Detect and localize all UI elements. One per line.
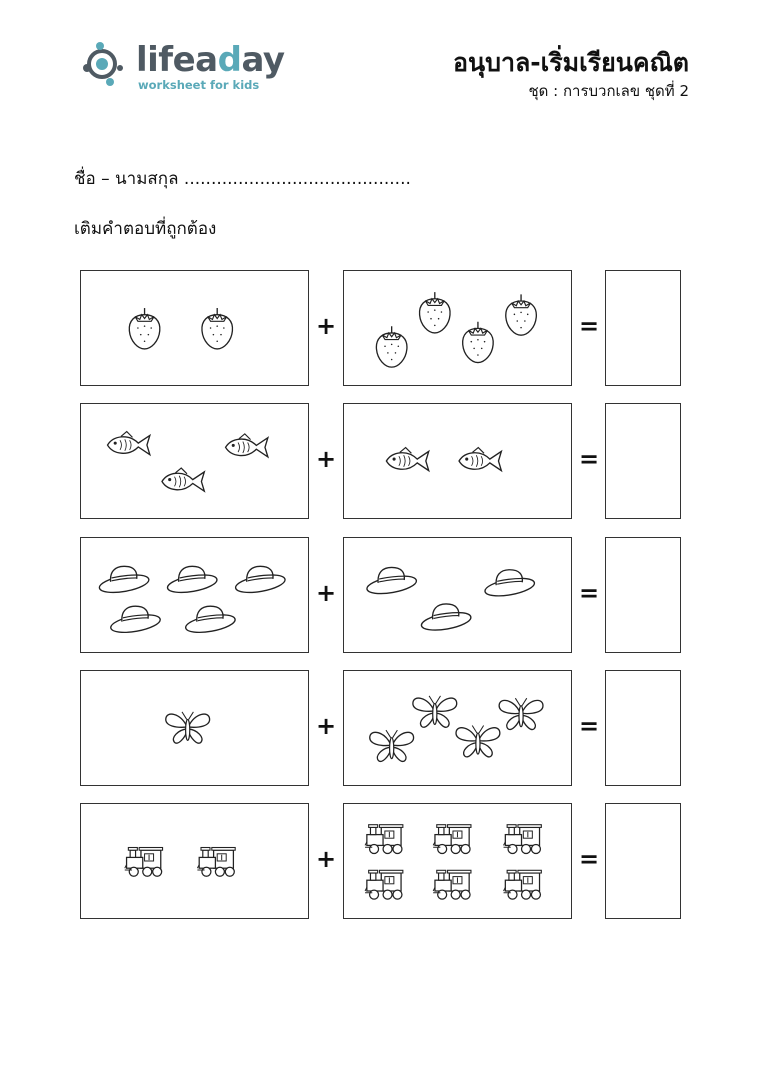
fish-icon — [226, 434, 268, 457]
worksheet-title: อนุบาล-เริ่มเรียนคณิต — [452, 48, 689, 77]
equals-sign: = — [578, 445, 600, 473]
train-icon — [433, 870, 471, 899]
equals-sign: = — [578, 712, 600, 740]
worksheet-subtitle: ชุด : การบวกเลข ชุดที่ 2 — [528, 82, 689, 100]
train-icon — [504, 870, 542, 899]
item-group — [344, 271, 571, 385]
right-addend-box — [343, 670, 572, 786]
lifeaday-logo — [82, 38, 285, 94]
train-icon — [504, 825, 542, 854]
name-field-label: ชื่อ – นามสกุล .......................................... — [74, 169, 411, 189]
item-group — [344, 404, 571, 518]
logo-wordmark: lifeaday — [136, 40, 285, 80]
left-addend-box — [80, 803, 309, 919]
fish-icon — [108, 432, 150, 455]
butterfly-icon — [413, 696, 457, 727]
butterfly-icon — [166, 712, 210, 743]
item-group — [344, 538, 571, 652]
hat-icon — [98, 566, 150, 595]
plus-sign: + — [315, 445, 337, 473]
strawberry-icon — [506, 294, 537, 335]
answer-box[interactable] — [605, 403, 681, 519]
strawberry-icon — [202, 308, 233, 349]
train-icon — [197, 848, 235, 877]
left-addend-box — [80, 670, 309, 786]
hat-icon — [234, 566, 286, 595]
strawberry-icon — [376, 326, 407, 367]
strawberry-icon — [420, 292, 451, 333]
right-addend-box — [343, 403, 572, 519]
plus-sign: + — [315, 579, 337, 607]
left-addend-box — [80, 537, 309, 653]
answer-box[interactable] — [605, 270, 681, 386]
fish-icon — [386, 448, 428, 471]
train-icon — [365, 825, 403, 854]
item-group — [81, 538, 308, 652]
left-addend-box — [80, 403, 309, 519]
right-addend-box — [343, 270, 572, 386]
answer-box[interactable] — [605, 803, 681, 919]
train-icon — [125, 848, 163, 877]
butterfly-icon — [370, 730, 414, 761]
instruction-text: เติมคำตอบที่ถูกต้อง — [74, 219, 217, 239]
fish-icon — [162, 468, 204, 491]
plus-sign: + — [315, 712, 337, 740]
hat-icon — [420, 604, 472, 633]
plus-sign: + — [315, 312, 337, 340]
hat-icon — [166, 566, 218, 595]
equals-sign: = — [578, 312, 600, 340]
train-icon — [365, 870, 403, 899]
right-addend-box — [343, 803, 572, 919]
item-group — [81, 271, 308, 385]
butterfly-icon — [499, 698, 543, 729]
hat-icon — [184, 606, 236, 635]
left-addend-box — [80, 270, 309, 386]
logo-tagline: worksheet for kids — [138, 78, 260, 92]
strawberry-icon — [463, 322, 494, 363]
item-group — [344, 804, 571, 918]
logo-molecule-icon — [82, 38, 134, 94]
item-group — [81, 404, 308, 518]
item-group — [344, 671, 571, 785]
fish-icon — [459, 448, 501, 471]
item-group — [81, 671, 308, 785]
hat-icon — [366, 567, 418, 596]
train-icon — [433, 825, 471, 854]
plus-sign: + — [315, 845, 337, 873]
equals-sign: = — [578, 845, 600, 873]
answer-box[interactable] — [605, 670, 681, 786]
hat-icon — [109, 606, 161, 635]
butterfly-icon — [456, 726, 500, 757]
item-group — [81, 804, 308, 918]
strawberry-icon — [129, 308, 160, 349]
hat-icon — [484, 570, 536, 599]
equals-sign: = — [578, 579, 600, 607]
right-addend-box — [343, 537, 572, 653]
answer-box[interactable] — [605, 537, 681, 653]
